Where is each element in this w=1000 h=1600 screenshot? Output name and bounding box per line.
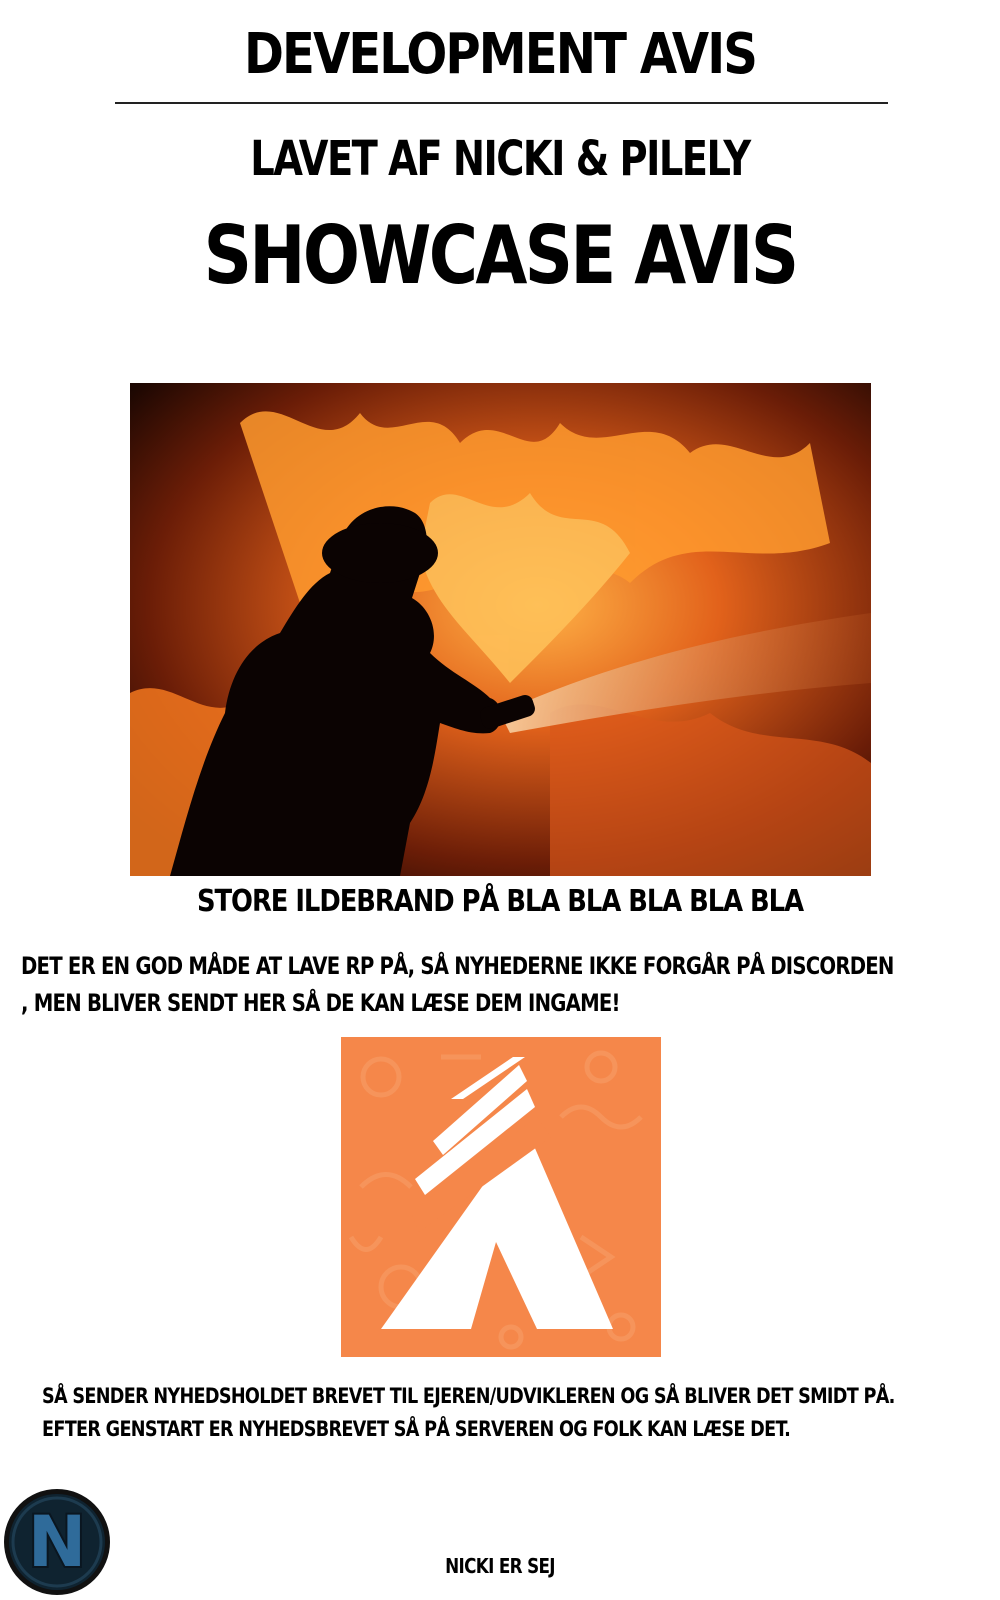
subtitle-title: SHOWCASE AVIS: [203, 209, 797, 302]
article-headline: STORE ILDEBRAND PÅ BLA BLA BLA BLA BLA: [196, 884, 804, 919]
masthead-divider: [115, 102, 888, 104]
n-badge-logo: [3, 1488, 111, 1596]
footer-note: NICKI ER SEJ: [445, 1554, 555, 1578]
masthead-title: DEVELOPMENT AVIS: [243, 22, 757, 87]
firefighter-fire-photo: [130, 383, 871, 876]
credits-line: LAVET AF NICKI & PILELY: [250, 131, 750, 187]
article-body-line: , MEN BLIVER SENDT HER SÅ DE KAN LÆSE DEM INGAME!: [21, 989, 620, 1017]
process-description: [42, 1380, 895, 1446]
n-badge-letter: N: [27, 1501, 87, 1583]
article-body-line: DET ER EN GOD MÅDE AT LAVE RP PÅ, SÅ NYHEDERNE IKKE FORGÅR PÅ DISCORDEN: [21, 952, 894, 980]
process-line: SÅ SENDER NYHEDSHOLDET BREVET TIL EJEREN/UDVIKLEREN OG SÅ BLIVER DET SMIDT PÅ.: [42, 1384, 895, 1408]
article-body: [21, 948, 894, 1022]
process-line: EFTER GENSTART ER NYHEDSBREVET SÅ PÅ SERVEREN OG FOLK KAN LÆSE DET.: [42, 1417, 791, 1441]
fivem-logo: [341, 1037, 661, 1357]
